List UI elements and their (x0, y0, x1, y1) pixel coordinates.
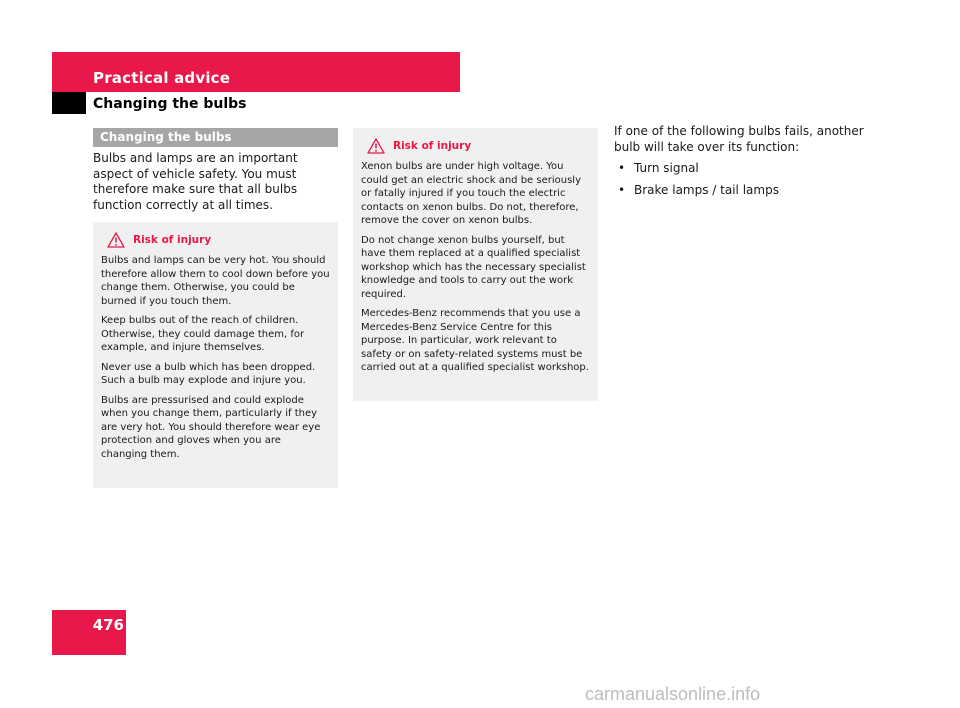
warning-box-hot-bulbs (93, 222, 338, 488)
header-marker-block (52, 92, 86, 114)
right-column (614, 124, 874, 204)
warning-triangle-icon (107, 232, 125, 248)
warning-title: Risk of injury (393, 140, 472, 152)
warning-triangle-icon (367, 138, 385, 154)
warning-header (101, 232, 330, 248)
intro-paragraph: Bulbs and lamps are an important aspect of vehicle safety. You must therefore make sure that all bulbs function correctly at all times. (93, 151, 298, 212)
section-heading: Changing the bulbs (93, 128, 338, 147)
warning-title: Risk of injury (133, 234, 212, 246)
warning-box-xenon-bulbs (353, 128, 598, 401)
page-number: 476 (92, 616, 124, 634)
page-title: Changing the bulbs (93, 96, 247, 112)
watermark: carmanualsonline.info (585, 684, 761, 704)
section-title: Practical advice (93, 69, 231, 87)
warning-paragraph: Bulbs and lamps can be very hot. You should therefore allow them to cool down before you change them. Otherwise, you could be burned if you touch them. (101, 255, 330, 307)
bulb-failure-intro: If one of the following bulbs fails, another bulb will take over its function: (614, 124, 864, 154)
warning-paragraph: Keep bulbs out of the reach of children. Otherwise, they could damage them, for example, and injure themselves. (101, 315, 305, 353)
page-number-box (52, 610, 126, 655)
warning-header (361, 138, 590, 154)
list-item: • Turn signal (614, 161, 874, 177)
warning-paragraph: Never use a bulb which has been dropped. Such a bulb may explode and injure you. (101, 361, 316, 386)
bulb-list (614, 161, 874, 198)
warning-paragraph: Mercedes-Benz recommends that you use a Mercedes-Benz Service Centre for this purpose. In particular, work relevant to safety or on safety-related systems must be carried out at a qualified specialist workshop. (361, 308, 589, 373)
warning-paragraph: Do not change xenon bulbs yourself, but have them replaced at a qualified specialist workshop which has the necessary specialist knowledge and tools to carry out the work required. (361, 234, 586, 300)
warning-paragraph: Bulbs are pressurised and could explode when you change them, particularly if they are very hot. You should therefore wear eye protection and gloves when you are changing them. (101, 394, 321, 460)
warning-paragraph: Xenon bulbs are under high voltage. You could get an electric shock and be seriously or fatally injured if you touch the electric contacts on xenon bulbs. Do not, therefore, remove the cover on xenon bulbs. (361, 161, 581, 226)
list-item: • Brake lamps / tail lamps (614, 183, 874, 199)
